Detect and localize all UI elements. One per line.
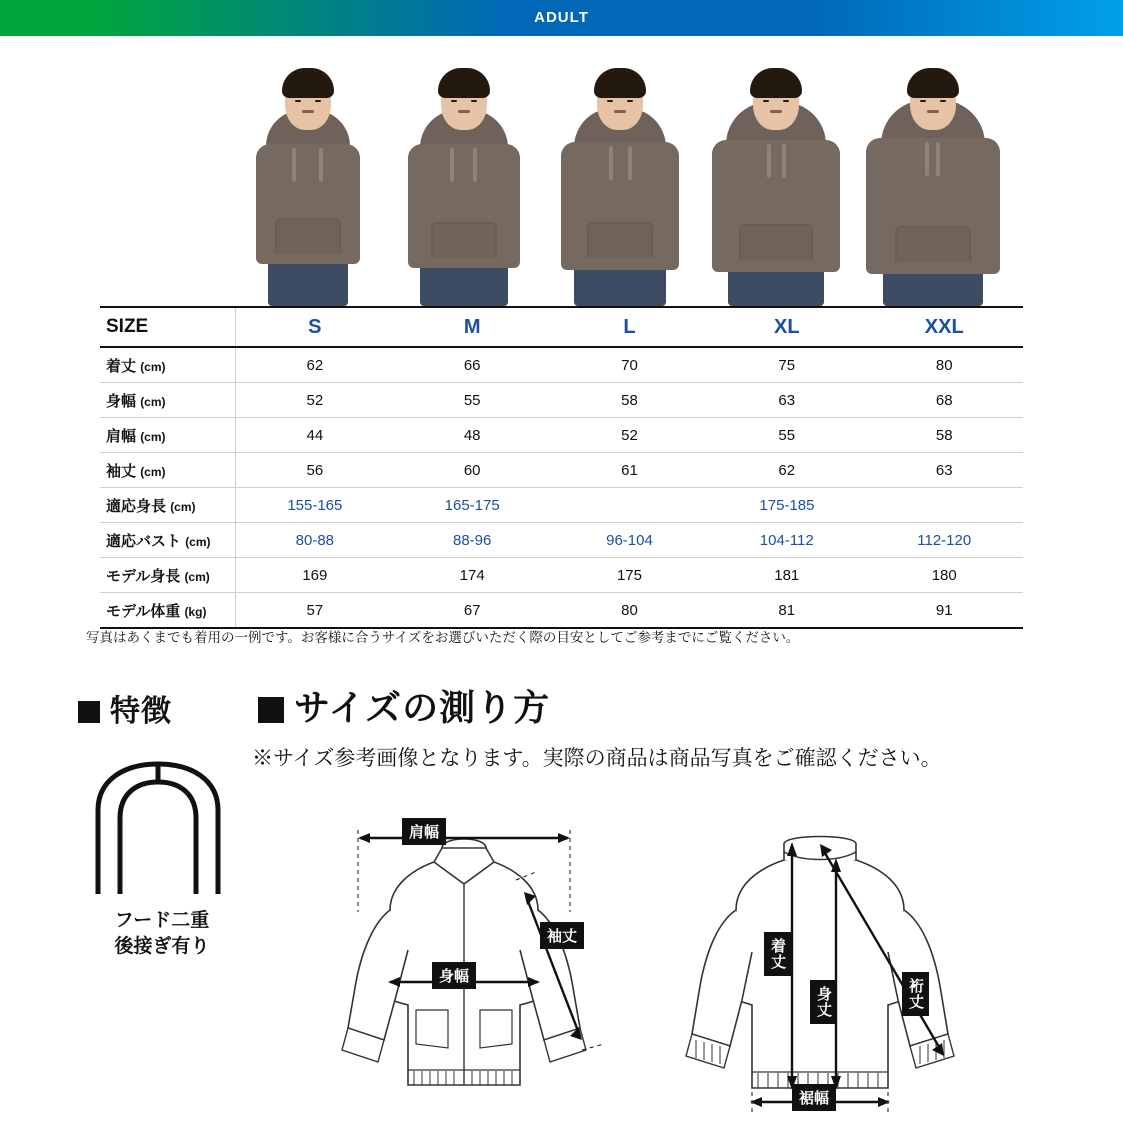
- size-col-m: M: [394, 307, 551, 347]
- square-bullet-icon: [78, 701, 100, 723]
- model-face: [918, 100, 948, 114]
- cell-value: 68: [865, 383, 1023, 418]
- model-photo-s: [240, 56, 375, 306]
- dim-label-body-length: 身丈: [810, 980, 837, 1024]
- cell-value: 52: [236, 383, 394, 418]
- feature-heading: [78, 686, 172, 730]
- size-col-xl: XL: [708, 307, 865, 347]
- model-jeans: [268, 262, 348, 306]
- cell-value: 55: [708, 418, 865, 453]
- dim-label-hem: 裾幅: [792, 1084, 836, 1111]
- model-hair: [750, 68, 802, 98]
- table-row: [100, 418, 1023, 453]
- garment-diagram-front: [330, 800, 660, 1110]
- row-unit: (cm): [140, 394, 166, 409]
- table-row: [100, 347, 1023, 383]
- size-header-label: SIZE: [100, 307, 236, 347]
- cell-value: 181: [708, 558, 865, 593]
- dim-label-length: 着丈: [764, 932, 791, 976]
- cell-value: 155-165: [236, 488, 394, 523]
- cell-value: 56: [236, 453, 394, 488]
- cell-value: 58: [865, 418, 1023, 453]
- model-photo-m: [396, 56, 531, 306]
- model-face: [293, 100, 323, 114]
- hood-caption: [72, 908, 252, 959]
- dim-label-shoulder: 肩幅: [402, 818, 446, 845]
- cell-value: 175: [551, 558, 708, 593]
- cell-value: 80-88: [236, 523, 394, 558]
- model-body: [712, 140, 840, 272]
- model-jeans: [574, 268, 666, 306]
- square-bullet-icon: [258, 697, 284, 723]
- cell-value: 88-96: [394, 523, 551, 558]
- cell-value: 70: [551, 347, 708, 383]
- cell-value: 180: [865, 558, 1023, 593]
- row-unit: (cm): [140, 429, 166, 444]
- cell-value: 104-112: [708, 523, 865, 558]
- size-table-wrap: [100, 306, 1023, 629]
- size-col-s: S: [236, 307, 394, 347]
- cell-value: 48: [394, 418, 551, 453]
- row-label: 身幅: [106, 392, 137, 410]
- size-col-xxl: XXL: [865, 307, 1023, 347]
- cell-value: 58: [551, 383, 708, 418]
- row-unit: (cm): [170, 499, 196, 514]
- row-unit: (kg): [184, 604, 207, 619]
- model-face: [605, 100, 635, 114]
- size-table: [100, 306, 1023, 629]
- row-label: 肩幅: [106, 427, 137, 445]
- row-label: 適応バスト: [106, 532, 182, 550]
- cell-value: 174: [394, 558, 551, 593]
- cell-value: 91: [865, 593, 1023, 629]
- cell-value: 57: [236, 593, 394, 629]
- cell-value: 62: [708, 453, 865, 488]
- size-col-l: L: [551, 307, 708, 347]
- cell-value: 66: [394, 347, 551, 383]
- cell-value: 63: [708, 383, 865, 418]
- table-row: [100, 558, 1023, 593]
- table-header-row: [100, 307, 1023, 347]
- model-hair: [907, 68, 959, 98]
- cell-value: 55: [394, 383, 551, 418]
- cell-value: 169: [236, 558, 394, 593]
- feature-heading-label: 特徴: [110, 695, 172, 728]
- model-face: [761, 100, 791, 114]
- dim-label-yuki: 裄丈: [902, 972, 929, 1016]
- table-note: 写真はあくまでも着用の一例です。お客様に合うサイズをお選びいただく際の目安としてご参考までにご覧ください。: [86, 630, 800, 645]
- row-label: 適応身長: [106, 497, 167, 515]
- table-row: [100, 453, 1023, 488]
- table-row: [100, 523, 1023, 558]
- cell-value: 44: [236, 418, 394, 453]
- model-jeans: [728, 270, 824, 306]
- cell-value: 80: [865, 347, 1023, 383]
- model-photo-l: [553, 56, 688, 306]
- adult-banner-label: ADULT: [534, 9, 589, 26]
- model-photo-strip: [240, 48, 1000, 306]
- model-photo-xxl: [865, 56, 1000, 306]
- cell-value: 81: [708, 593, 865, 629]
- table-row: [100, 593, 1023, 629]
- hood-double-icon: [86, 758, 236, 898]
- dim-label-sleeve: 袖丈: [540, 922, 584, 949]
- row-label: 着丈: [106, 357, 137, 375]
- model-face: [449, 100, 479, 114]
- cell-value: 80: [551, 593, 708, 629]
- cell-value: 75: [708, 347, 865, 383]
- garment-diagram-back: [640, 800, 1040, 1120]
- cell-value: 63: [865, 453, 1023, 488]
- model-jeans: [420, 266, 508, 306]
- cell-value-merged: 175-185: [551, 488, 1023, 523]
- row-unit: (cm): [184, 569, 210, 584]
- dim-label-chest: 身幅: [432, 962, 476, 989]
- model-hair: [282, 68, 334, 98]
- model-body: [866, 138, 1000, 274]
- cell-value: 61: [551, 453, 708, 488]
- row-label: モデル身長: [106, 567, 181, 585]
- row-label: モデル体重: [106, 602, 181, 620]
- model-jeans: [883, 272, 983, 306]
- row-unit: (cm): [185, 534, 211, 549]
- hood-caption-line2: 後接ぎ有り: [114, 935, 210, 957]
- cell-value: 52: [551, 418, 708, 453]
- model-body: [256, 144, 360, 264]
- row-unit: (cm): [140, 464, 166, 479]
- measure-heading: [258, 680, 550, 731]
- cell-value: 96-104: [551, 523, 708, 558]
- cell-value: 60: [394, 453, 551, 488]
- table-row: [100, 383, 1023, 418]
- cell-value: 112-120: [865, 523, 1023, 558]
- model-hair: [594, 68, 646, 98]
- row-label: 袖丈: [106, 462, 137, 480]
- row-unit: (cm): [140, 359, 166, 374]
- cell-value: 165-175: [394, 488, 551, 523]
- cell-value: 62: [236, 347, 394, 383]
- measure-note: ※サイズ参考画像となります。実際の商品は商品写真をご確認ください。: [252, 747, 942, 770]
- model-body: [408, 144, 520, 268]
- hood-caption-line1: フード二重: [114, 910, 210, 931]
- cell-value: 67: [394, 593, 551, 629]
- model-body: [561, 142, 679, 270]
- measure-heading-label: サイズの測り方: [294, 687, 551, 728]
- model-hair: [438, 68, 490, 98]
- table-row: [100, 488, 1023, 523]
- model-photo-xl: [709, 56, 844, 306]
